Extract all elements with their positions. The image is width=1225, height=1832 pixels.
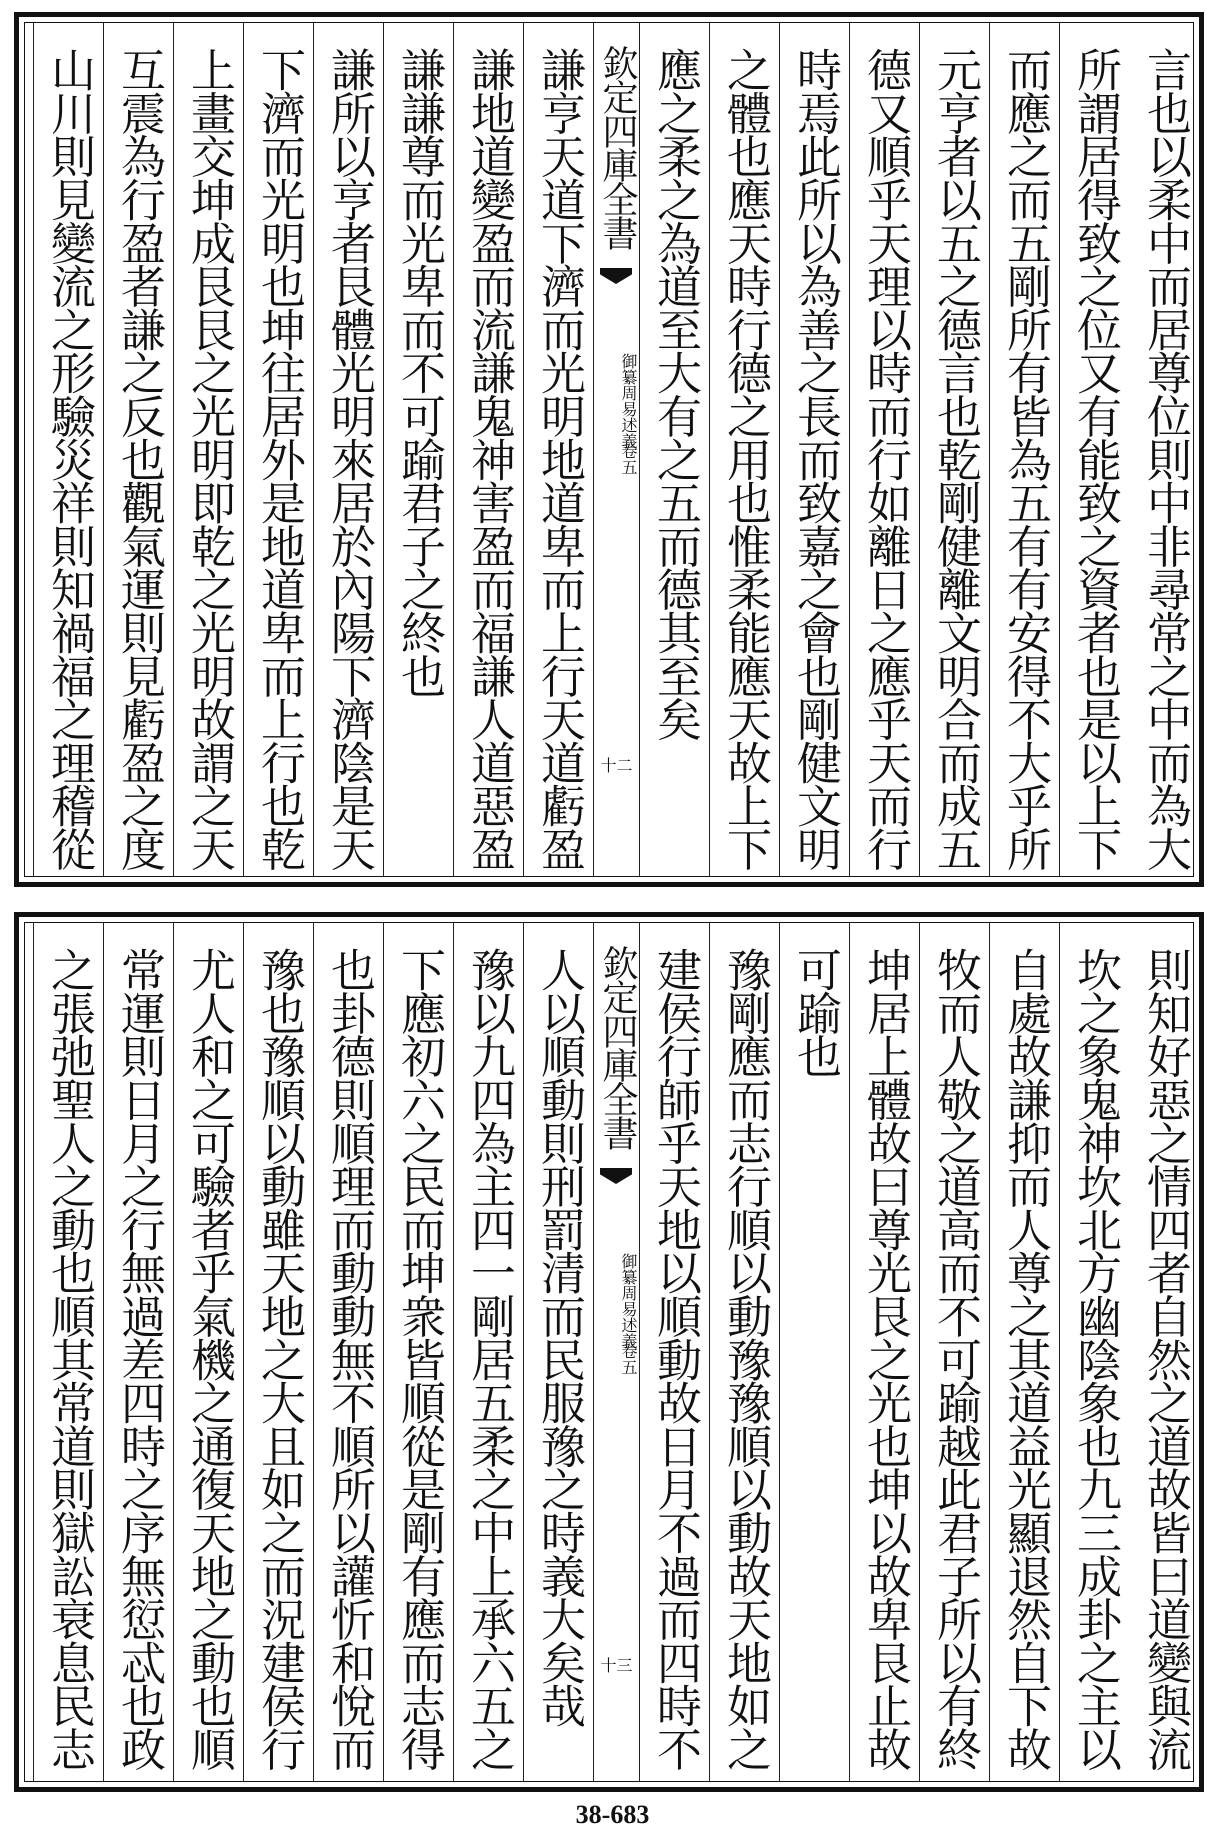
banner-book-title: 御纂周易述義 — [619, 1253, 638, 1349]
fishtail-mark-icon — [600, 1168, 632, 1184]
text-column: 也卦德則順理而動動無不順所以讙忻和悅而 — [313, 923, 383, 1781]
center-banner — [593, 23, 639, 876]
text-column: 謙謙尊而光卑而不可踰君子之終也 — [383, 23, 453, 876]
banner-title: 欽定四庫全書 — [597, 945, 638, 1149]
text-column: 所謂居得致之位又有能致之資者也是以上下 — [1059, 23, 1129, 876]
banner-title: 欽定四庫全書 — [597, 45, 638, 249]
text-column: 可踰也 — [779, 923, 849, 1781]
text-column: 之體也應天時行德之用也惟柔能應天故上下 — [709, 23, 779, 876]
text-column: 豫以九四為主四一剛居五柔之中上承六五之 — [453, 923, 523, 1781]
text-column: 謙亨天道下濟而光明地道卑而上行天道虧盈 — [523, 23, 593, 876]
text-column: 言也以柔中而居尊位則中非尋常之中而為大 — [1139, 47, 1192, 870]
text-column: 坤居上體故曰尊光艮之光也坤以故卑艮止故 — [849, 923, 919, 1781]
page-number: 十二 — [600, 756, 633, 775]
banner-juan: 卷五 — [619, 443, 638, 475]
banner-juan: 卷五 — [619, 1343, 638, 1375]
text-column: 之張弛聖人之動也順其常道則獄訟衰息民志 — [33, 923, 103, 1781]
text-column: 時焉此所以為善之長而致嘉之會也剛健文明 — [779, 23, 849, 876]
text-column: 下濟而光明也坤往居外是地道卑而上行也乾 — [243, 23, 313, 876]
text-column: 豫也豫順以動雖天地之大且如之而況建侯行 — [243, 923, 313, 1781]
text-column: 謙地道變盈而流謙鬼神害盈而福謙人道惡盈 — [453, 23, 523, 876]
text-column: 山川則見變流之形驗災祥則知禍福之理稽從 — [33, 23, 103, 876]
text-column: 而應之而五剛所有皆為五有有安得不大乎所 — [989, 23, 1059, 876]
text-column: 下應初六之民而坤衆皆順從是剛有應而志得 — [383, 923, 453, 1781]
top-page-frame — [24, 22, 1194, 877]
center-banner — [593, 923, 639, 1781]
page-reference: 38-683 — [575, 1800, 650, 1829]
text-column: 建侯行師乎天地以順動故日月不過而四時不 — [639, 923, 709, 1781]
text-column: 上畫交坤成艮艮之光明即乾之光明故謂之天 — [173, 23, 243, 876]
text-column: 元亨者以五之德言也乾剛健離文明合而成五 — [919, 23, 989, 876]
text-column: 互震為行盈者謙之反也觀氣運則見虧盈之度 — [103, 23, 173, 876]
top-page-panel — [14, 12, 1204, 887]
banner-book-title: 御纂周易述義 — [619, 353, 638, 449]
fishtail-mark-icon — [600, 268, 632, 284]
bottom-page-frame — [24, 922, 1194, 1782]
text-column: 牧而人敬之道高而不可踰越此君子所以有終 — [919, 923, 989, 1781]
text-column: 常運則日月之行無過差四時之序無愆忒也政 — [103, 923, 173, 1781]
text-column: 應之柔之為道至大有之五而德其至矣 — [639, 23, 709, 876]
text-column: 尤人和之可驗者乎氣機之通復天地之動也順 — [173, 923, 243, 1781]
text-column: 自處故謙抑而人尊之其道益光顯退然自下故 — [989, 923, 1059, 1781]
text-column: 坎之象鬼神坎北方幽陰象也九三成卦之主以 — [1059, 923, 1129, 1781]
page-number: 十三 — [600, 1656, 633, 1675]
text-column: 則知好惡之情四者自然之道故皆曰道變與流 — [1139, 947, 1192, 1770]
text-column: 謙所以亨者艮體光明來居於內陽下濟陰是天 — [313, 23, 383, 876]
text-column: 豫剛應而志行順以動豫豫順以動故天地如之 — [709, 923, 779, 1781]
text-column: 人以順動則刑罰清而民服豫之時義大矣哉 — [523, 923, 593, 1781]
bottom-page-panel — [14, 912, 1204, 1792]
text-column: 德又順乎天理以時而行如離日之應乎天而行 — [849, 23, 919, 876]
